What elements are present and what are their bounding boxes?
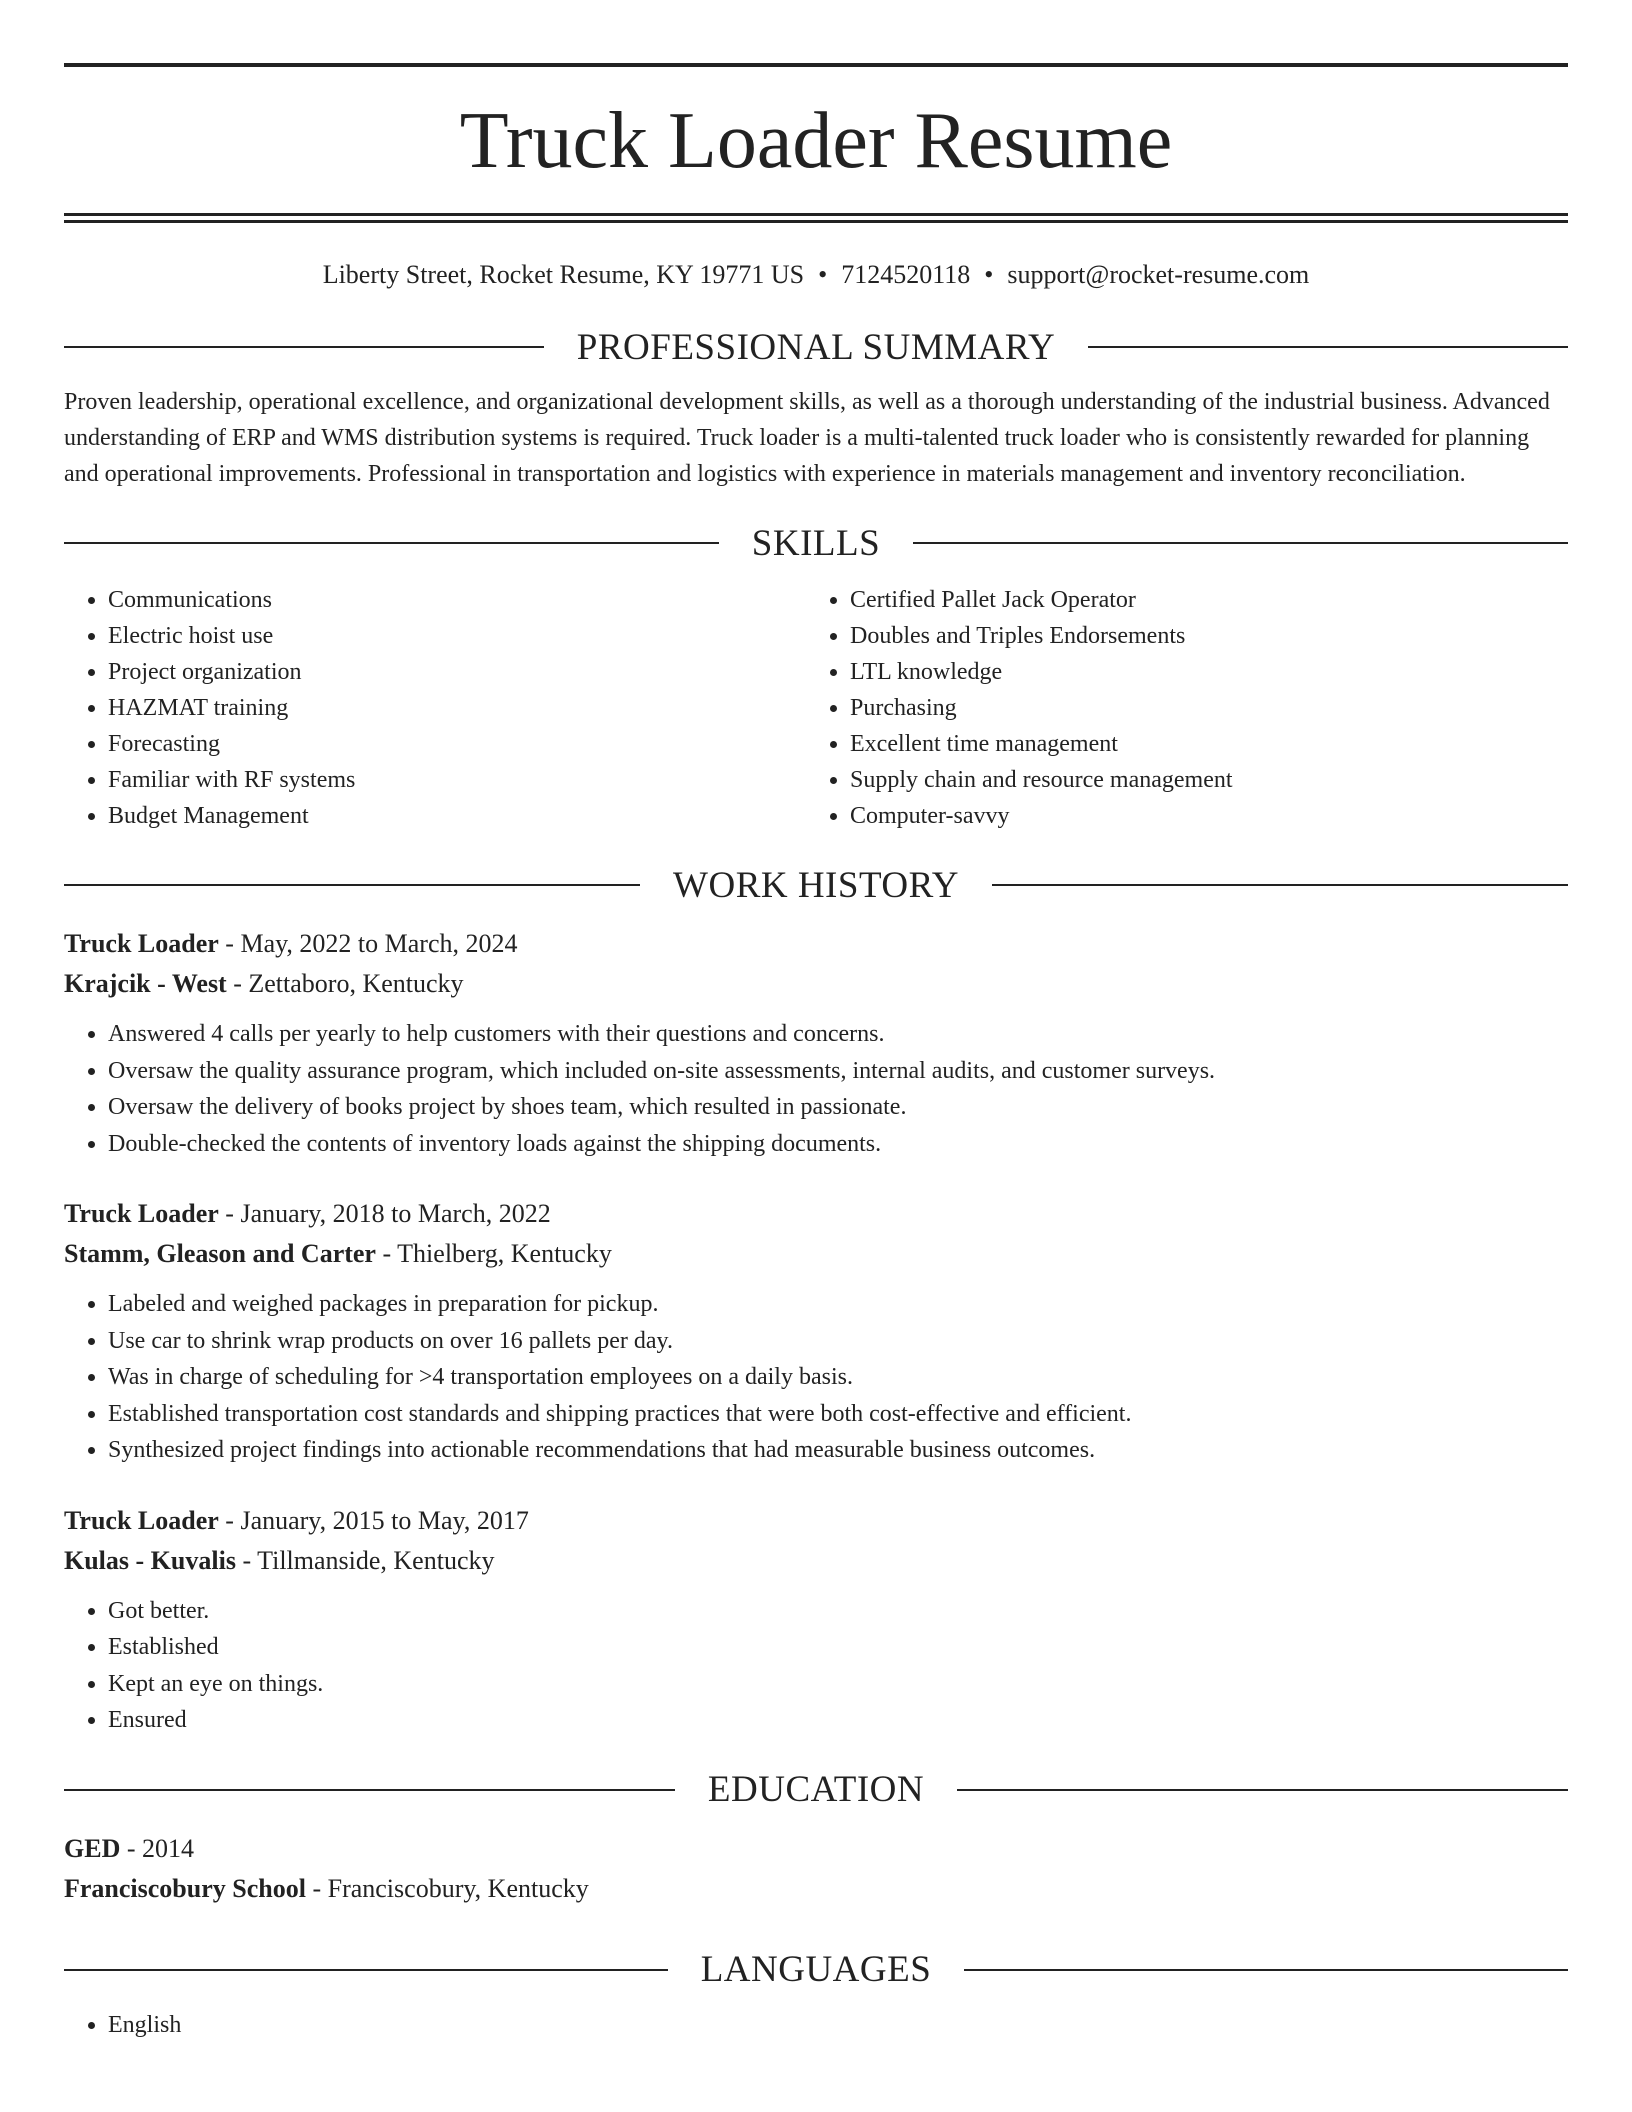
contact-separator: • bbox=[818, 260, 828, 289]
job-location: - Zettaboro, Kentucky bbox=[226, 969, 464, 999]
job-company-line bbox=[64, 1234, 1568, 1274]
job-company: Kulas - Kuvalis bbox=[64, 1545, 236, 1575]
contact-phone: 7124520118 bbox=[841, 260, 971, 289]
job-bullet: • Double-checked the contents of inventory loads against the shipping documents. bbox=[108, 1126, 1568, 1163]
skill-item: • Forecasting bbox=[108, 726, 806, 762]
contact-line bbox=[64, 259, 1568, 290]
section-title: EDUCATION bbox=[707, 1769, 925, 1811]
skill-item: • Familiar with RF systems bbox=[108, 762, 806, 798]
job-bullet: • Established bbox=[108, 1629, 1568, 1666]
education-degree: GED bbox=[64, 1833, 121, 1863]
job-bullet: • Oversaw the quality assurance program, which included on-site assessments, internal audits, and customer surveys. bbox=[108, 1053, 1568, 1090]
job-company: Krajcik - West bbox=[64, 969, 227, 999]
job-title-line bbox=[64, 1194, 1568, 1234]
section-title: SKILLS bbox=[751, 522, 881, 564]
section-heading-education bbox=[64, 1765, 1568, 1815]
heading-rule-left bbox=[64, 542, 719, 544]
skill-item: • Project organization bbox=[108, 654, 806, 690]
job-bullet: • Labeled and weighed packages in preparation for pickup. bbox=[108, 1286, 1568, 1323]
heading-rule-right bbox=[1088, 346, 1568, 348]
job-bullet: • Use car to shrink wrap products on over 16 pallets per day. bbox=[108, 1323, 1568, 1360]
title-double-rule bbox=[64, 213, 1568, 223]
heading-rule-right bbox=[992, 884, 1568, 886]
job-bullet: • Was in charge of scheduling for >4 transportation employees on a daily basis. bbox=[108, 1359, 1568, 1396]
section-title: LANGUAGES bbox=[700, 1949, 932, 1991]
job-entry bbox=[64, 1194, 1568, 1469]
skill-item: • Electric hoist use bbox=[108, 618, 806, 654]
job-bullet: • Synthesized project findings into actionable recommendations that had measurable business outcomes. bbox=[108, 1432, 1568, 1469]
contact-separator: • bbox=[984, 260, 994, 289]
section-heading-summary bbox=[64, 322, 1568, 372]
job-dates: - January, 2015 to May, 2017 bbox=[218, 1505, 529, 1535]
skill-item: • Purchasing bbox=[850, 690, 1548, 726]
heading-rule-left bbox=[64, 346, 544, 348]
education-school-line bbox=[64, 1869, 1568, 1909]
job-company: Stamm, Gleason and Carter bbox=[64, 1239, 376, 1269]
section-heading-skills bbox=[64, 518, 1568, 568]
resume-title: Truck Loader Resume bbox=[459, 97, 1173, 185]
section-heading-languages bbox=[64, 1945, 1568, 1995]
section-title: WORK HISTORY bbox=[673, 864, 959, 906]
job-company-line bbox=[64, 1541, 1568, 1581]
education-entry bbox=[64, 1829, 1568, 1909]
skill-item: • Supply chain and resource management bbox=[850, 762, 1548, 798]
heading-rule-right bbox=[964, 1969, 1568, 1971]
job-bullet: • Answered 4 calls per yearly to help customers with their questions and concerns. bbox=[108, 1016, 1568, 1053]
education-year: - 2014 bbox=[120, 1833, 195, 1863]
section-heading-work-history bbox=[64, 860, 1568, 910]
heading-rule-left bbox=[64, 1969, 668, 1971]
heading-rule-right bbox=[957, 1789, 1568, 1791]
skill-item: • Computer-savvy bbox=[850, 798, 1548, 834]
job-dates: - May, 2022 to March, 2024 bbox=[218, 929, 518, 959]
contact-email: support@rocket-resume.com bbox=[1007, 260, 1310, 289]
job-title: Truck Loader bbox=[64, 1505, 219, 1535]
skill-item: • Excellent time management bbox=[850, 726, 1548, 762]
job-bullet: • Kept an eye on things. bbox=[108, 1666, 1568, 1703]
summary-text: Proven leadership, operational excellence, and organizational development skills, as well as a thorough understanding of the industrial business. Advanced understanding of ERP and WMS distribution systems is required. Truck loader is a multi-talented truck loader who is consistently rewarded for planning and operational improvements. Professional in transportation and logistics with experience in materials management and inventory reconciliation. bbox=[64, 389, 1550, 488]
contact-address: Liberty Street, Rocket Resume, KY 19771 US bbox=[322, 260, 805, 289]
heading-rule-left bbox=[64, 1789, 675, 1791]
education-degree-line bbox=[64, 1829, 1568, 1869]
languages-list bbox=[64, 2007, 1568, 2043]
skills-column-left bbox=[64, 582, 806, 834]
job-title: Truck Loader bbox=[64, 929, 219, 959]
job-location: - Tillmanside, Kentucky bbox=[235, 1545, 495, 1575]
skills-grid bbox=[64, 582, 1568, 834]
heading-rule-right bbox=[913, 542, 1568, 544]
job-location: - Thielberg, Kentucky bbox=[375, 1239, 612, 1269]
job-entry bbox=[64, 924, 1568, 1162]
skill-item: • LTL knowledge bbox=[850, 654, 1548, 690]
job-title-line bbox=[64, 1501, 1568, 1541]
job-bullet: • Ensured bbox=[108, 1702, 1568, 1739]
skill-item: • HAZMAT training bbox=[108, 690, 806, 726]
job-bullet: • Got better. bbox=[108, 1593, 1568, 1630]
section-title: PROFESSIONAL SUMMARY bbox=[576, 326, 1056, 368]
skill-item: • Budget Management bbox=[108, 798, 806, 834]
job-title: Truck Loader bbox=[64, 1199, 219, 1229]
education-location: - Franciscobury, Kentucky bbox=[305, 1873, 589, 1903]
job-company-line bbox=[64, 964, 1568, 1004]
skill-item: • Doubles and Triples Endorsements bbox=[850, 618, 1548, 654]
education-school: Franciscobury School bbox=[64, 1873, 306, 1903]
job-bullet: • Oversaw the delivery of books project by shoes team, which resulted in passionate. bbox=[108, 1089, 1568, 1126]
skill-item: • Communications bbox=[108, 582, 806, 618]
skills-column-right bbox=[806, 582, 1548, 834]
job-title-line bbox=[64, 924, 1568, 964]
job-dates: - January, 2018 to March, 2022 bbox=[218, 1199, 551, 1229]
heading-rule-left bbox=[64, 884, 640, 886]
top-rule bbox=[64, 63, 1568, 67]
job-entry bbox=[64, 1501, 1568, 1739]
language-item: • English bbox=[108, 2007, 1568, 2043]
skill-item: • Certified Pallet Jack Operator bbox=[850, 582, 1548, 618]
job-bullet: • Established transportation cost standards and shipping practices that were both cost-effective and efficient. bbox=[108, 1396, 1568, 1433]
